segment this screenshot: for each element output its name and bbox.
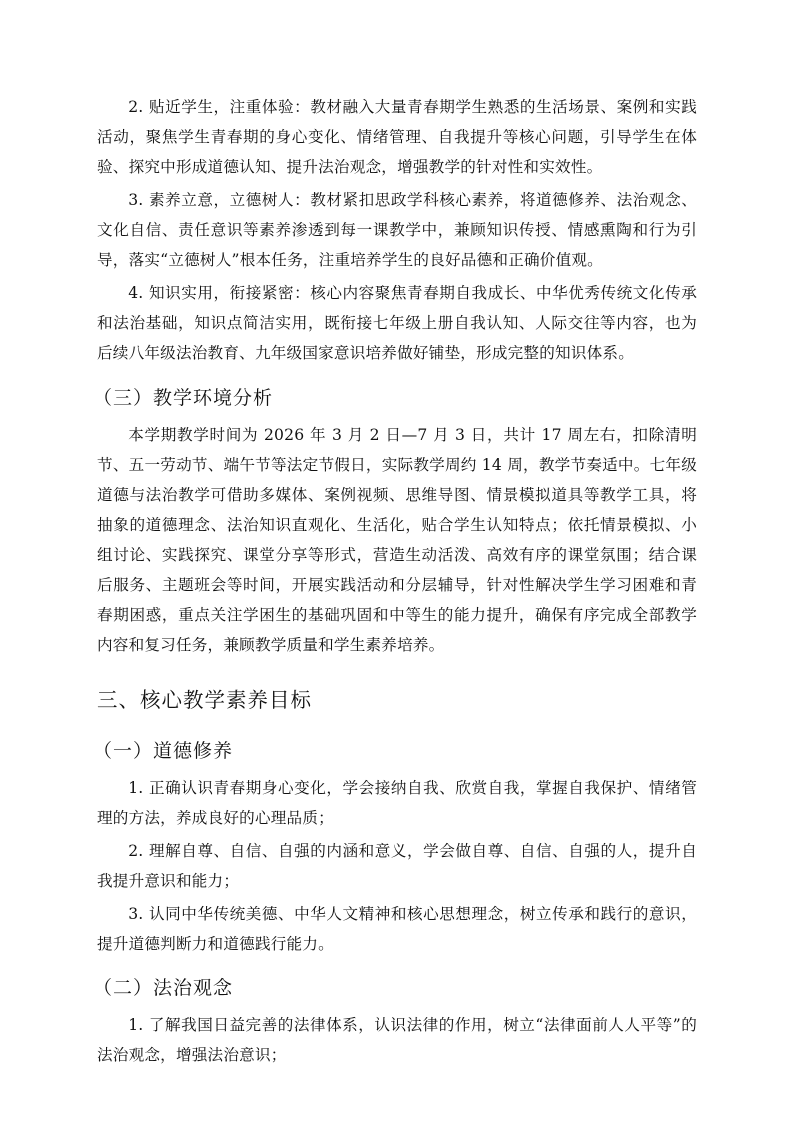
section-heading-moral-cultivation: （一）道德修养 <box>93 740 234 762</box>
moral-item-2: 2. 理解自尊、自信、自强的内涵和意义，学会做自尊、自信、自强的人，提升自我提升意识和能力； <box>97 842 697 890</box>
paragraph-teaching-environment: 本学期教学时间为 2026 年 3 月 2 日—7 月 3 日，共计 17 周左右，扣除清明节、五一劳动节、端午节等法定节假日，实际教学周约 14 周，教学节奏适中。七年级道德与法治教学可借助多媒体、案例视频、思维导图、情景模拟道具等教学工具，将抽象的道德理念、法治知识直观化、生活化，贴合学生认知特点；依托情景模拟、小组讨论、实践探究、课堂分享等形式，营造生动活泼、高效有序的课堂氛围；结合课后服务、主题班会等时间，开展实践活动和分层辅导，针对性解决学生学习困难和青春期困惑，重点关注学困生的基础巩固和中等生的能力提升，确保有序完成全部教学内容和复习任务，兼顾教学质量和学生素养培养。 <box>97 426 697 654</box>
paragraph-item-2: 2. 贴近学生，注重体验：教材融入大量青春期学生熟悉的生活场景、案例和实践活动，聚焦学生青春期的身心变化、情绪管理、自我提升等核心问题，引导学生在体验、探究中形成道德认知、提升法治观念，增强教学的针对性和实效性。 <box>97 98 697 176</box>
section-heading-rule-of-law: （二）法治观念 <box>93 977 234 999</box>
section-heading-core-goals: 三、核心教学素养目标 <box>97 688 312 712</box>
moral-item-3: 3. 认同中华传统美德、中华人文精神和核心思想理念，树立传承和践行的意识，提升道德判断力和道德践行能力。 <box>97 905 697 953</box>
moral-item-1: 1. 正确认识青春期身心变化，学会接纳自我、欣赏自我，掌握自我保护、情绪管理的方法，养成良好的心理品质； <box>97 779 697 827</box>
section-heading-teaching-environment: （三）教学环境分析 <box>93 387 274 409</box>
law-item-1: 1. 了解我国日益完善的法律体系，认识法律的作用，树立“法律面前人人平等”的法治观念，增强法治意识； <box>97 1016 697 1064</box>
paragraph-item-3: 3. 素养立意，立德树人：教材紧扣思政学科核心素养，将道德修养、法治观念、文化自信、责任意识等素养渗透到每一课教学中，兼顾知识传授、情感熏陶和行为引导，落实“立德树人”根本任务，注重培养学生的良好品德和正确价值观。 <box>97 191 697 269</box>
paragraph-item-4: 4. 知识实用，衔接紧密：核心内容聚焦青春期自我成长、中华优秀传统文化传承和法治基础，知识点简洁实用，既衔接七年级上册自我认知、人际交往等内容，也为后续八年级法治教育、九年级国家意识培养做好铺垫，形成完整的知识体系。 <box>97 284 697 362</box>
